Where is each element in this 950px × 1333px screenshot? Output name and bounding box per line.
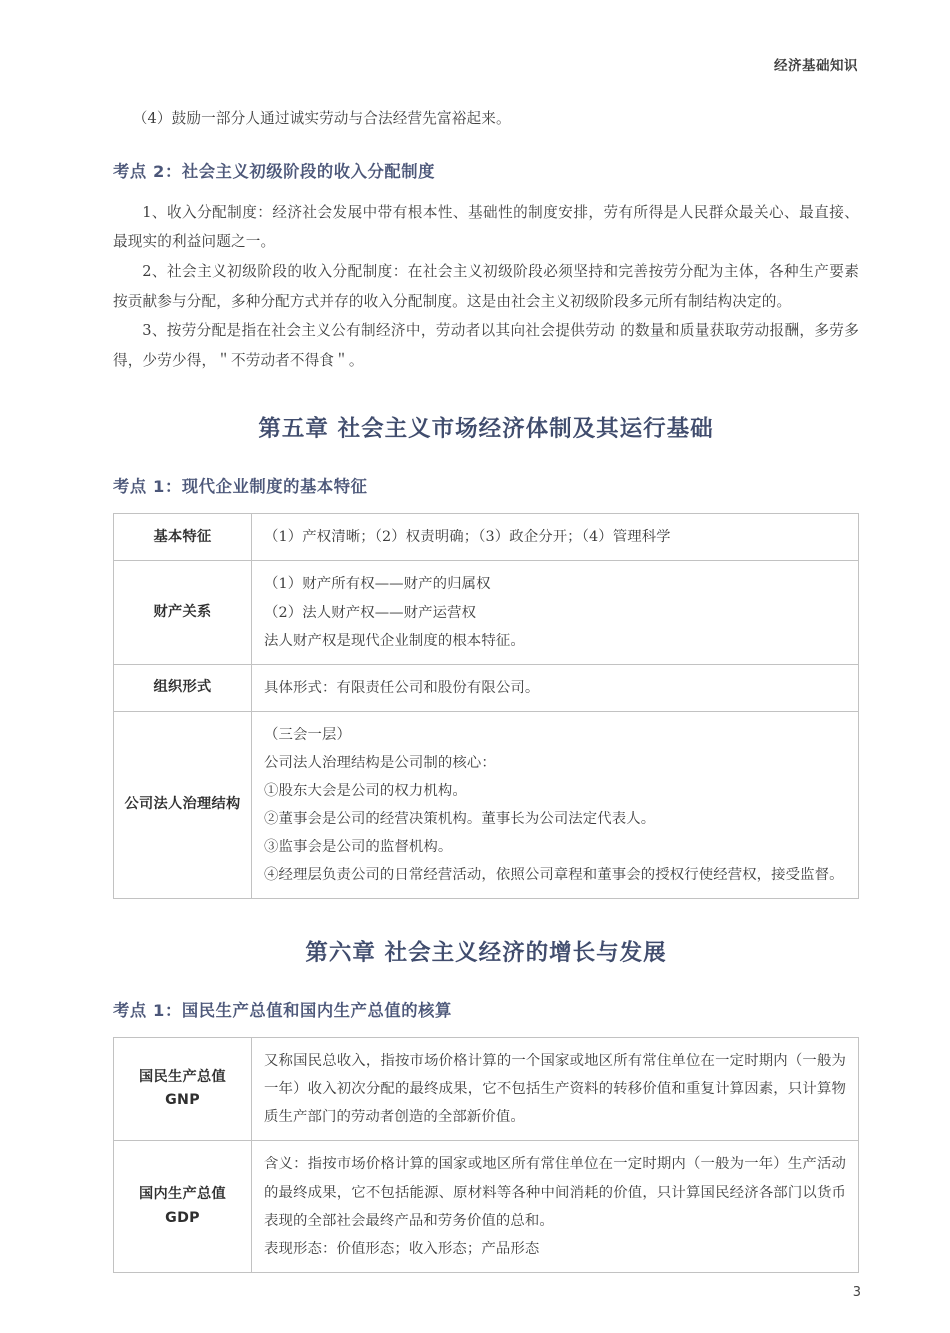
table-row — [114, 711, 859, 898]
table-cell-body — [252, 514, 859, 561]
table-cell-label: 国民生产总值 GNP — [114, 1038, 252, 1141]
table-cell-line: ①股东大会是公司的权力机构。 — [264, 782, 467, 799]
heading-kaodian-2: 考点 2：社会主义初级阶段的收入分配制度 — [113, 161, 436, 181]
table-cell-label: 基本特征 — [114, 514, 252, 561]
table-cell-body — [252, 664, 859, 711]
table-cell-line: （三会一层） — [264, 726, 351, 743]
table-row — [114, 1141, 859, 1272]
page-number: 3 — [852, 1285, 861, 1300]
table-cell-line: 具体形式：有限责任公司和股份有限公司。 — [264, 679, 540, 696]
heading-chapter6-kaodian-1: 考点 1：国民生产总值和国内生产总值的核算 — [113, 1001, 452, 1021]
table-cell-line: 又称国民总收入，指按市场价格计算的一个国家或地区所有常住单位在一定时期内（一般为一年）收入初次分配的最终成果，它不包括生产资料的转移价值和重复计算因素，只计算物质生产部门的劳动者创造的全部新价值。 — [264, 1053, 846, 1126]
table-cell-line: ③监事会是公司的监督机构。 — [264, 839, 453, 856]
running-header: 经济基础知识 — [774, 58, 858, 74]
table-cell-line: 表现形态：价值形态；收入形态；产品形态 — [264, 1240, 540, 1257]
table-cell-line: （1）财产所有权——财产的归属权 — [264, 576, 491, 593]
table-cell-line: 公司法人治理结构是公司制的核心： — [264, 754, 496, 771]
paragraph-item-4: （4）鼓励一部分人通过诚实劳动与合法经营先富裕起来。 — [132, 110, 511, 127]
table-cell-body — [252, 711, 859, 898]
table-cell-line: （1）产权清晰；（2）权责明确；（3）政企分开；（4）管理科学 — [264, 529, 671, 546]
table-cell-label: 公司法人治理结构 — [114, 711, 252, 898]
heading-chapter-6: 第六章 社会主义经济的增长与发展 — [305, 940, 667, 967]
paragraph-primary-stage-system: 2、社会主义初级阶段的收入分配制度：在社会主义初级阶段必须坚持和完善按劳分配为主体，各种生产要素按贡献参与分配，多种分配方式并存的收入分配制度。这是由社会主义初级阶段多元所有制结构决定的。 — [113, 262, 859, 310]
table-cell-body — [252, 1038, 859, 1141]
table-cell-body — [252, 561, 859, 664]
table-cell-line: （2）法人财产权——财产运营权 — [264, 604, 477, 621]
table-cell-label: 国内生产总值 GDP — [114, 1141, 252, 1272]
table-cell-line: ②董事会是公司的经营决策机构。董事长为公司法定代表人。 — [264, 811, 656, 827]
paragraph-distribution-by-labor: 3、按劳分配是指在社会主义公有制经济中，劳动者以其向社会提供劳动 的数量和质量获取劳动报酬，多劳多得，少劳少得，＂不劳动者不得食＂。 — [113, 322, 859, 369]
table-gnp-gdp-accounting — [113, 1037, 859, 1273]
table-cell-body — [252, 1141, 859, 1272]
table-cell-label: 财产关系 — [114, 561, 252, 664]
page-content — [113, 104, 859, 1273]
heading-chapter5-kaodian-1: 考点 1：现代企业制度的基本特征 — [113, 477, 368, 497]
table-row — [114, 561, 859, 664]
table-cell-line: ④经理层负责公司的日常经营活动，依照公司章程和董事会的授权行使经营权，接受监督。 — [264, 867, 844, 884]
table-row — [114, 1038, 859, 1141]
table-row — [114, 514, 859, 561]
table-cell-line: 含义：指按市场价格计算的国家或地区所有常住单位在一定时期内（一般为一年）生产活动的最终成果，它不包括能源、原材料等各种中间消耗的价值，只计算国民经济各部门以货币表现的全部社会最终产品和劳务价值的总和。 — [264, 1156, 846, 1229]
table-cell-label: 组织形式 — [114, 664, 252, 711]
heading-chapter-5: 第五章 社会主义市场经济体制及其运行基础 — [258, 416, 714, 443]
table-cell-line: 法人财产权是现代企业制度的根本特征。 — [264, 632, 525, 649]
paragraph-income-distribution-system: 1、收入分配制度：经济社会发展中带有根本性、基础性的制度安排，劳有所得是人民群众最关心、最直接、最现实的利益问题之一。 — [113, 203, 859, 251]
table-row — [114, 664, 859, 711]
table-modern-enterprise-system — [113, 513, 859, 899]
